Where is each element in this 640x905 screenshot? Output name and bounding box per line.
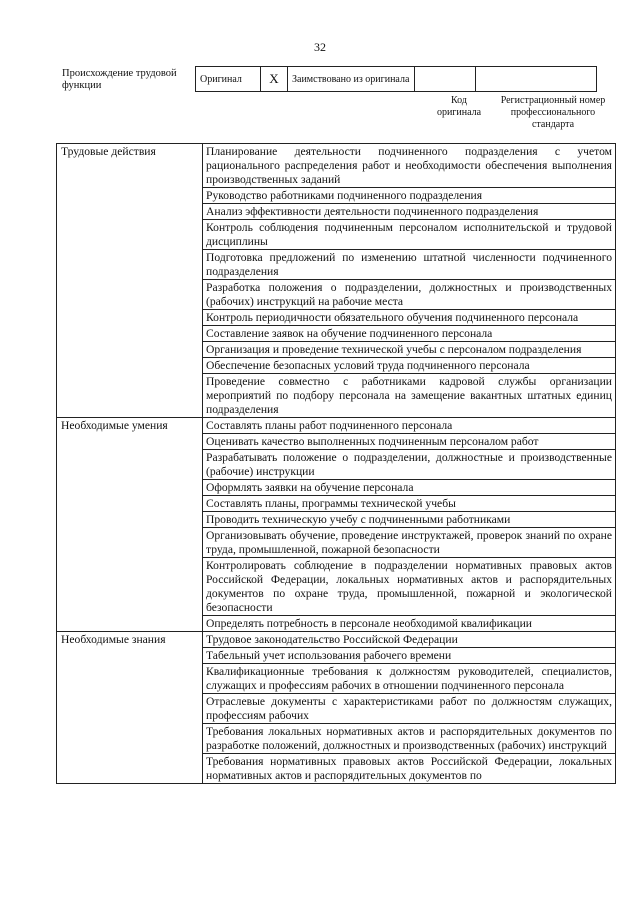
section-item: Разработка положения о подразделении, должностных и производственных (рабочих) инструкций на рабочие места bbox=[203, 280, 616, 310]
original-label: Оригинал bbox=[196, 67, 261, 92]
labor-function-table bbox=[56, 143, 616, 784]
section-item: Проводить техническую учебу с подчиненными работниками bbox=[203, 512, 616, 528]
section-item: Табельный учет использования рабочего времени bbox=[203, 648, 616, 664]
code-cell bbox=[415, 67, 476, 92]
section-item: Оценивать качество выполненных подчиненным персоналом работ bbox=[203, 434, 616, 450]
section-item: Трудовое законодательство Российской Федерации bbox=[203, 632, 616, 648]
section-title: Необходимые умения bbox=[57, 418, 203, 632]
section-item: Анализ эффективности деятельности подчиненного подразделения bbox=[203, 204, 616, 220]
reg-number-cell bbox=[476, 67, 597, 92]
section-item: Оформлять заявки на обучение персонала bbox=[203, 480, 616, 496]
section-item: Требования локальных нормативных актов и распорядительных документов по разработке положений, должностных и производственных (рабочих) инструкций bbox=[203, 724, 616, 754]
section-item: Составлять планы, программы технической учебы bbox=[203, 496, 616, 512]
table-row bbox=[57, 144, 616, 188]
section-item: Организация и проведение технической учебы с персоналом подразделения bbox=[203, 342, 616, 358]
origin-table bbox=[195, 66, 597, 92]
section-item: Контроль периодичности обязательного обучения подчиненного персонала bbox=[203, 310, 616, 326]
section-item: Контролировать соблюдение в подразделении нормативных правовых актов Российской Федерации, локальных нормативных актов и распорядительных документов по охране труда, промышленной, пожарной и экологической безопасности bbox=[203, 558, 616, 616]
borrowed-label: Заимствовано из оригинала bbox=[288, 67, 415, 92]
code-label: Код оригинала bbox=[436, 95, 482, 118]
section-item: Руководство работниками подчиненного подразделения bbox=[203, 188, 616, 204]
section-item: Составлять планы работ подчиненного персонала bbox=[203, 418, 616, 434]
table-row bbox=[57, 418, 616, 434]
table-row bbox=[57, 632, 616, 648]
section-item: Подготовка предложений по изменению штатной численности подчиненного подразделения bbox=[203, 250, 616, 280]
section-title: Трудовые действия bbox=[57, 144, 203, 418]
section-item: Определять потребность в персонале необходимой квалификации bbox=[203, 616, 616, 632]
section-item: Разрабатывать положение о подразделении, должностные и производственные (рабочие) инструкции bbox=[203, 450, 616, 480]
section-item: Требования нормативных правовых актов Российской Федерации, локальных нормативных актов и распорядительных документов по bbox=[203, 754, 616, 784]
original-mark: X bbox=[261, 67, 288, 92]
page-number: 32 bbox=[314, 40, 326, 54]
section-item: Планирование деятельности подчиненного подразделения с учетом рационального распределения работ и необходимости обеспечения выполнения производственных заданий bbox=[203, 144, 616, 188]
section-item: Обеспечение безопасных условий труда подчиненного персонала bbox=[203, 358, 616, 374]
section-item: Квалификационные требования к должностям руководителей, специалистов, служащих и профессиям рабочих в отношении подчиненного персонала bbox=[203, 664, 616, 694]
section-title: Необходимые знания bbox=[57, 632, 203, 784]
section-item: Контроль соблюдения подчиненным персоналом исполнительской и трудовой дисциплины bbox=[203, 220, 616, 250]
origin-label: Происхождение трудовой функции bbox=[62, 68, 177, 91]
reg-number-label: Регистрационный номер профессионального стандарта bbox=[500, 95, 606, 130]
section-item: Отраслевые документы с характеристиками работ по должностям служащих, профессиям рабочих bbox=[203, 694, 616, 724]
section-item: Организовывать обучение, проведение инструктажей, проверок знаний по охране труда, промышленной, пожарной безопасности bbox=[203, 528, 616, 558]
section-item: Составление заявок на обучение подчиненного персонала bbox=[203, 326, 616, 342]
section-item: Проведение совместно с работниками кадровой службы организации мероприятий по подбору персонала на замещение вакантных штатных единиц подразделения bbox=[203, 374, 616, 418]
